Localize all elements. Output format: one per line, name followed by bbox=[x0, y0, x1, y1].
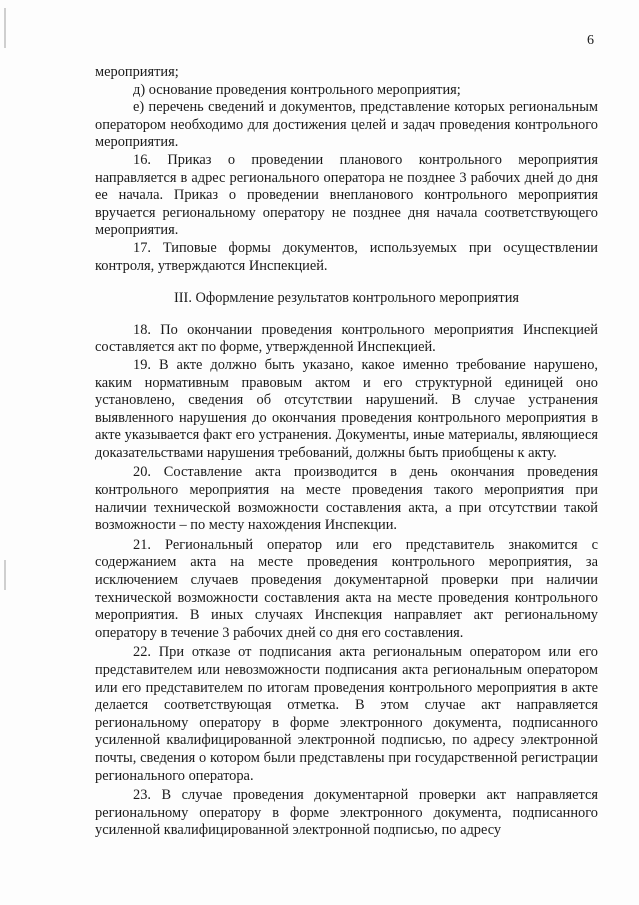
list-item-e: е) перечень сведений и документов, представление которых региональным оператором необходимо для достижения целей и задач проведения контрольного мероприятия. bbox=[95, 99, 598, 151]
paragraph-16: 16. Приказ о проведении планового контрольного мероприятия направляется в адрес регионального оператора не позднее 3 рабочих дней до дня ее начала. Приказ о проведении внепланового контрольного мероприятия вручается региональному оператору не позднее дня начала соответствующего мероприятия. bbox=[95, 151, 598, 239]
paragraph-21: 21. Региональный оператор или его представитель знакомится с содержанием акта на месте проведения контрольного мероприятия, за исключением случаев проведения документарной проверки при наличии технической возможности составления акта на месте проведения контрольного мероприятия. В иных случаях Инспекция направляет акт региональному оператору в течение 3 рабочих дней со дня его составления. bbox=[95, 536, 598, 641]
document-body bbox=[95, 64, 598, 840]
section-title: III. Оформление результатов контрольного мероприятия bbox=[173, 290, 520, 307]
page-number: 6 bbox=[587, 33, 594, 48]
scan-edge-mark bbox=[4, 560, 6, 590]
list-item-d: д) основание проведения контрольного мероприятия; bbox=[133, 81, 461, 98]
paragraph-continuation: мероприятия; bbox=[95, 64, 179, 80]
paragraph-18: 18. По окончании проведения контрольного мероприятия Инспекцией составляется акт по форме, утвержденной Инспекцией. bbox=[95, 321, 598, 356]
paragraph-23: 23. В случае проведения документарной проверки акт направляется региональному оператору в форме электронного документа, подписанного усиленной квалифицированной электронной подписью, по адресу bbox=[95, 787, 598, 839]
paragraph-19: 19. В акте должно быть указано, какое именно требование нарушено, каким нормативным правовым актом и его структурной единицей оно установлено, сведения об отсутствии нарушений. В случае устранения выявленного нарушения до окончания проведения контрольного мероприятия в акте указывается факт его устранения. Документы, иные материалы, являющиеся доказательствами нарушения требований, должны быть приобщены к акту. bbox=[95, 356, 598, 461]
paragraph-22: 22. При отказе от подписания акта региональным оператором или его представителем или невозможности подписания акта региональным оператором или его представителем по итогам проведения контрольного мероприятия в акте делается соответствующая отметка. В этом случае акт направляется региональному оператору в форме электронного документа, подписанного усиленной квалифицированной электронной подписью, по адресу электронной почты, сведения о котором были представлены при государственной регистрации регионального оператора. bbox=[95, 644, 598, 784]
paragraph-20: 20. Составление акта производится в день окончания проведения контрольного мероприятия на месте проведения такого мероприятия при наличии технической возможности составления акта, а при отсутствии такой возможности – по месту нахождения Инспекции. bbox=[95, 464, 598, 534]
paragraph-17: 17. Типовые формы документов, используемых при осуществлении контроля, утверждаются Инспекцией. bbox=[95, 239, 598, 274]
scan-edge-mark bbox=[4, 8, 6, 48]
